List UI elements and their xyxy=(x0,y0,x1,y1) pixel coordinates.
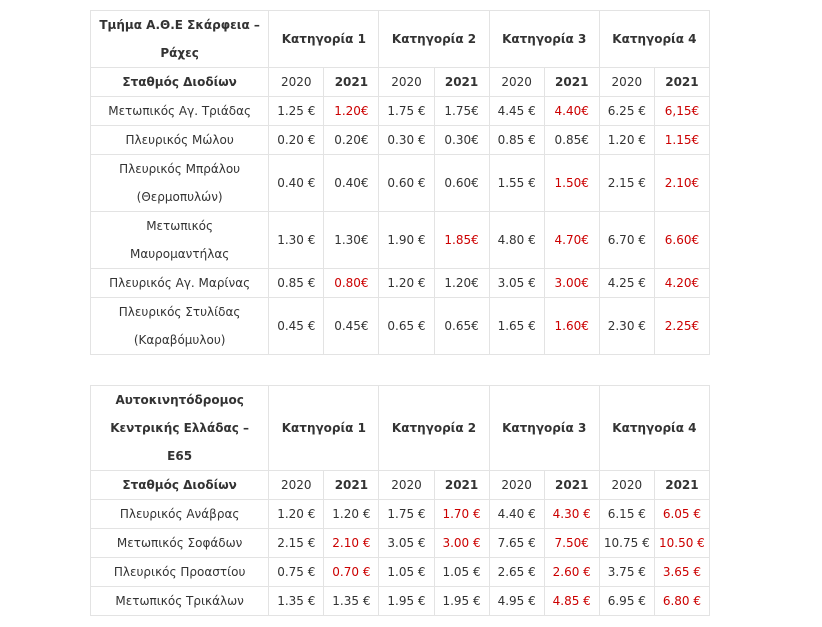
toll-price: 4.95 € xyxy=(489,587,544,616)
year-header-2021: 2021 xyxy=(544,471,599,500)
toll-price: 1.05 € xyxy=(379,558,434,587)
toll-price: 1.50€ xyxy=(544,155,599,212)
station-name: Μετωπικός Τρικάλων xyxy=(91,587,269,616)
toll-table-body xyxy=(91,386,710,616)
toll-price: 4.25 € xyxy=(599,269,654,298)
toll-price: 6.25 € xyxy=(599,97,654,126)
table-row xyxy=(91,558,710,587)
toll-price: 2.15 € xyxy=(269,529,324,558)
year-header-2021: 2021 xyxy=(324,471,379,500)
toll-price: 3.05 € xyxy=(489,269,544,298)
station-name: Πλευρικός Ανάβρας xyxy=(91,500,269,529)
table-row xyxy=(91,587,710,616)
toll-price: 0.75 € xyxy=(269,558,324,587)
table-row xyxy=(91,97,710,126)
toll-price: 1.05 € xyxy=(434,558,489,587)
year-header-2021: 2021 xyxy=(324,68,379,97)
toll-price: 4.40€ xyxy=(544,97,599,126)
toll-price: 1.15€ xyxy=(654,126,709,155)
toll-price: 3.00€ xyxy=(544,269,599,298)
toll-price: 3.75 € xyxy=(599,558,654,587)
toll-price: 1.95 € xyxy=(434,587,489,616)
year-header-2021: 2021 xyxy=(434,68,489,97)
toll-price: 0.85 € xyxy=(489,126,544,155)
table-title: Τμήμα Α.Θ.Ε Σκάρφεια – Ράχες xyxy=(91,11,269,68)
category-header: Κατηγορία 2 xyxy=(379,386,489,471)
year-header-2020: 2020 xyxy=(599,68,654,97)
toll-price: 1.35 € xyxy=(324,587,379,616)
toll-price: 6.95 € xyxy=(599,587,654,616)
toll-price: 2.25€ xyxy=(654,298,709,355)
toll-price: 2.10€ xyxy=(654,155,709,212)
toll-price: 4.80 € xyxy=(489,212,544,269)
table-row xyxy=(91,212,710,269)
toll-price: 1.65 € xyxy=(489,298,544,355)
station-name: Μετωπικός Σοφάδων xyxy=(91,529,269,558)
station-name: Πλευρικός Προαστίου xyxy=(91,558,269,587)
toll-price: 2.60 € xyxy=(544,558,599,587)
toll-price: 1.75€ xyxy=(434,97,489,126)
toll-price: 1.20 € xyxy=(599,126,654,155)
year-header-2021: 2021 xyxy=(654,471,709,500)
toll-price: 1.90 € xyxy=(379,212,434,269)
table-row xyxy=(91,529,710,558)
year-header-row xyxy=(91,68,710,97)
toll-price: 1.20 € xyxy=(324,500,379,529)
category-header-row xyxy=(91,11,710,68)
station-header: Σταθμός Διοδίων xyxy=(91,68,269,97)
toll-price: 6.60€ xyxy=(654,212,709,269)
toll-price: 1.20€ xyxy=(324,97,379,126)
table-row xyxy=(91,126,710,155)
toll-price: 6.05 € xyxy=(654,500,709,529)
toll-price: 0.40 € xyxy=(269,155,324,212)
toll-price: 1.75 € xyxy=(379,500,434,529)
toll-price: 6,15€ xyxy=(654,97,709,126)
toll-price: 2.10 € xyxy=(324,529,379,558)
toll-price: 1.25 € xyxy=(269,97,324,126)
table-row xyxy=(91,298,710,355)
toll-price: 6.15 € xyxy=(599,500,654,529)
station-name: Πλευρικός Στυλίδας (Καραβόμυλου) xyxy=(91,298,269,355)
toll-price: 6.70 € xyxy=(599,212,654,269)
category-header: Κατηγορία 4 xyxy=(599,386,709,471)
category-header: Κατηγορία 4 xyxy=(599,11,709,68)
year-header-row xyxy=(91,471,710,500)
toll-price: 0.65€ xyxy=(434,298,489,355)
category-header: Κατηγορία 2 xyxy=(379,11,489,68)
station-name: Πλευρικός Μπράλου (Θερμοπυλών) xyxy=(91,155,269,212)
year-header-2020: 2020 xyxy=(379,68,434,97)
year-header-2020: 2020 xyxy=(379,471,434,500)
year-header-2020: 2020 xyxy=(269,68,324,97)
toll-price: 1.30 € xyxy=(269,212,324,269)
toll-price: 6.80 € xyxy=(654,587,709,616)
toll-price: 0.30 € xyxy=(379,126,434,155)
table-row xyxy=(91,500,710,529)
category-header: Κατηγορία 1 xyxy=(269,386,379,471)
toll-price: 1.85€ xyxy=(434,212,489,269)
toll-price: 0.70 € xyxy=(324,558,379,587)
toll-price: 2.30 € xyxy=(599,298,654,355)
toll-price: 4.70€ xyxy=(544,212,599,269)
toll-price: 4.40 € xyxy=(489,500,544,529)
station-name: Πλευρικός Μώλου xyxy=(91,126,269,155)
station-header: Σταθμός Διοδίων xyxy=(91,471,269,500)
toll-table-body xyxy=(91,11,710,355)
toll-price: 0.65 € xyxy=(379,298,434,355)
table-title: Αυτοκινητόδρομος Κεντρικής Ελλάδας – Ε65 xyxy=(91,386,269,471)
toll-price: 1.75 € xyxy=(379,97,434,126)
toll-price: 4.85 € xyxy=(544,587,599,616)
toll-price: 4.45 € xyxy=(489,97,544,126)
category-header: Κατηγορία 1 xyxy=(269,11,379,68)
toll-price: 0.85 € xyxy=(269,269,324,298)
toll-price: 1.20 € xyxy=(269,500,324,529)
toll-price: 0.85€ xyxy=(544,126,599,155)
toll-price: 3.65 € xyxy=(654,558,709,587)
toll-price: 1.95 € xyxy=(379,587,434,616)
toll-price: 0.40€ xyxy=(324,155,379,212)
category-header: Κατηγορία 3 xyxy=(489,11,599,68)
station-name: Πλευρικός Αγ. Μαρίνας xyxy=(91,269,269,298)
toll-table-skarfeia-raches xyxy=(90,10,710,355)
year-header-2021: 2021 xyxy=(654,68,709,97)
toll-price: 4.30 € xyxy=(544,500,599,529)
toll-price: 0.20€ xyxy=(324,126,379,155)
station-name: Μετωπικός Αγ. Τριάδας xyxy=(91,97,269,126)
toll-price: 3.05 € xyxy=(379,529,434,558)
toll-price: 1.30€ xyxy=(324,212,379,269)
toll-price: 1.70 € xyxy=(434,500,489,529)
toll-price: 4.20€ xyxy=(654,269,709,298)
toll-price: 0.60€ xyxy=(434,155,489,212)
toll-table-e65 xyxy=(90,385,710,616)
toll-price: 0.45€ xyxy=(324,298,379,355)
toll-price: 2.15 € xyxy=(599,155,654,212)
toll-price: 10.75 € xyxy=(599,529,654,558)
year-header-2021: 2021 xyxy=(434,471,489,500)
toll-price: 0.20 € xyxy=(269,126,324,155)
year-header-2020: 2020 xyxy=(489,68,544,97)
category-header: Κατηγορία 3 xyxy=(489,386,599,471)
toll-price: 1.20€ xyxy=(434,269,489,298)
table-row xyxy=(91,269,710,298)
toll-price: 0.45 € xyxy=(269,298,324,355)
station-name: Μετωπικός Μαυρομαντήλας xyxy=(91,212,269,269)
toll-price: 0.30€ xyxy=(434,126,489,155)
toll-price: 1.55 € xyxy=(489,155,544,212)
category-header-row xyxy=(91,386,710,471)
year-header-2020: 2020 xyxy=(489,471,544,500)
year-header-2020: 2020 xyxy=(269,471,324,500)
toll-price: 1.20 € xyxy=(379,269,434,298)
toll-price: 1.35 € xyxy=(269,587,324,616)
toll-price: 2.65 € xyxy=(489,558,544,587)
year-header-2020: 2020 xyxy=(599,471,654,500)
toll-price: 10.50 € xyxy=(654,529,709,558)
toll-price: 0.60 € xyxy=(379,155,434,212)
toll-price: 7.50€ xyxy=(544,529,599,558)
table-row xyxy=(91,155,710,212)
year-header-2021: 2021 xyxy=(544,68,599,97)
toll-price: 7.65 € xyxy=(489,529,544,558)
toll-price: 1.60€ xyxy=(544,298,599,355)
toll-price: 3.00 € xyxy=(434,529,489,558)
toll-price: 0.80€ xyxy=(324,269,379,298)
